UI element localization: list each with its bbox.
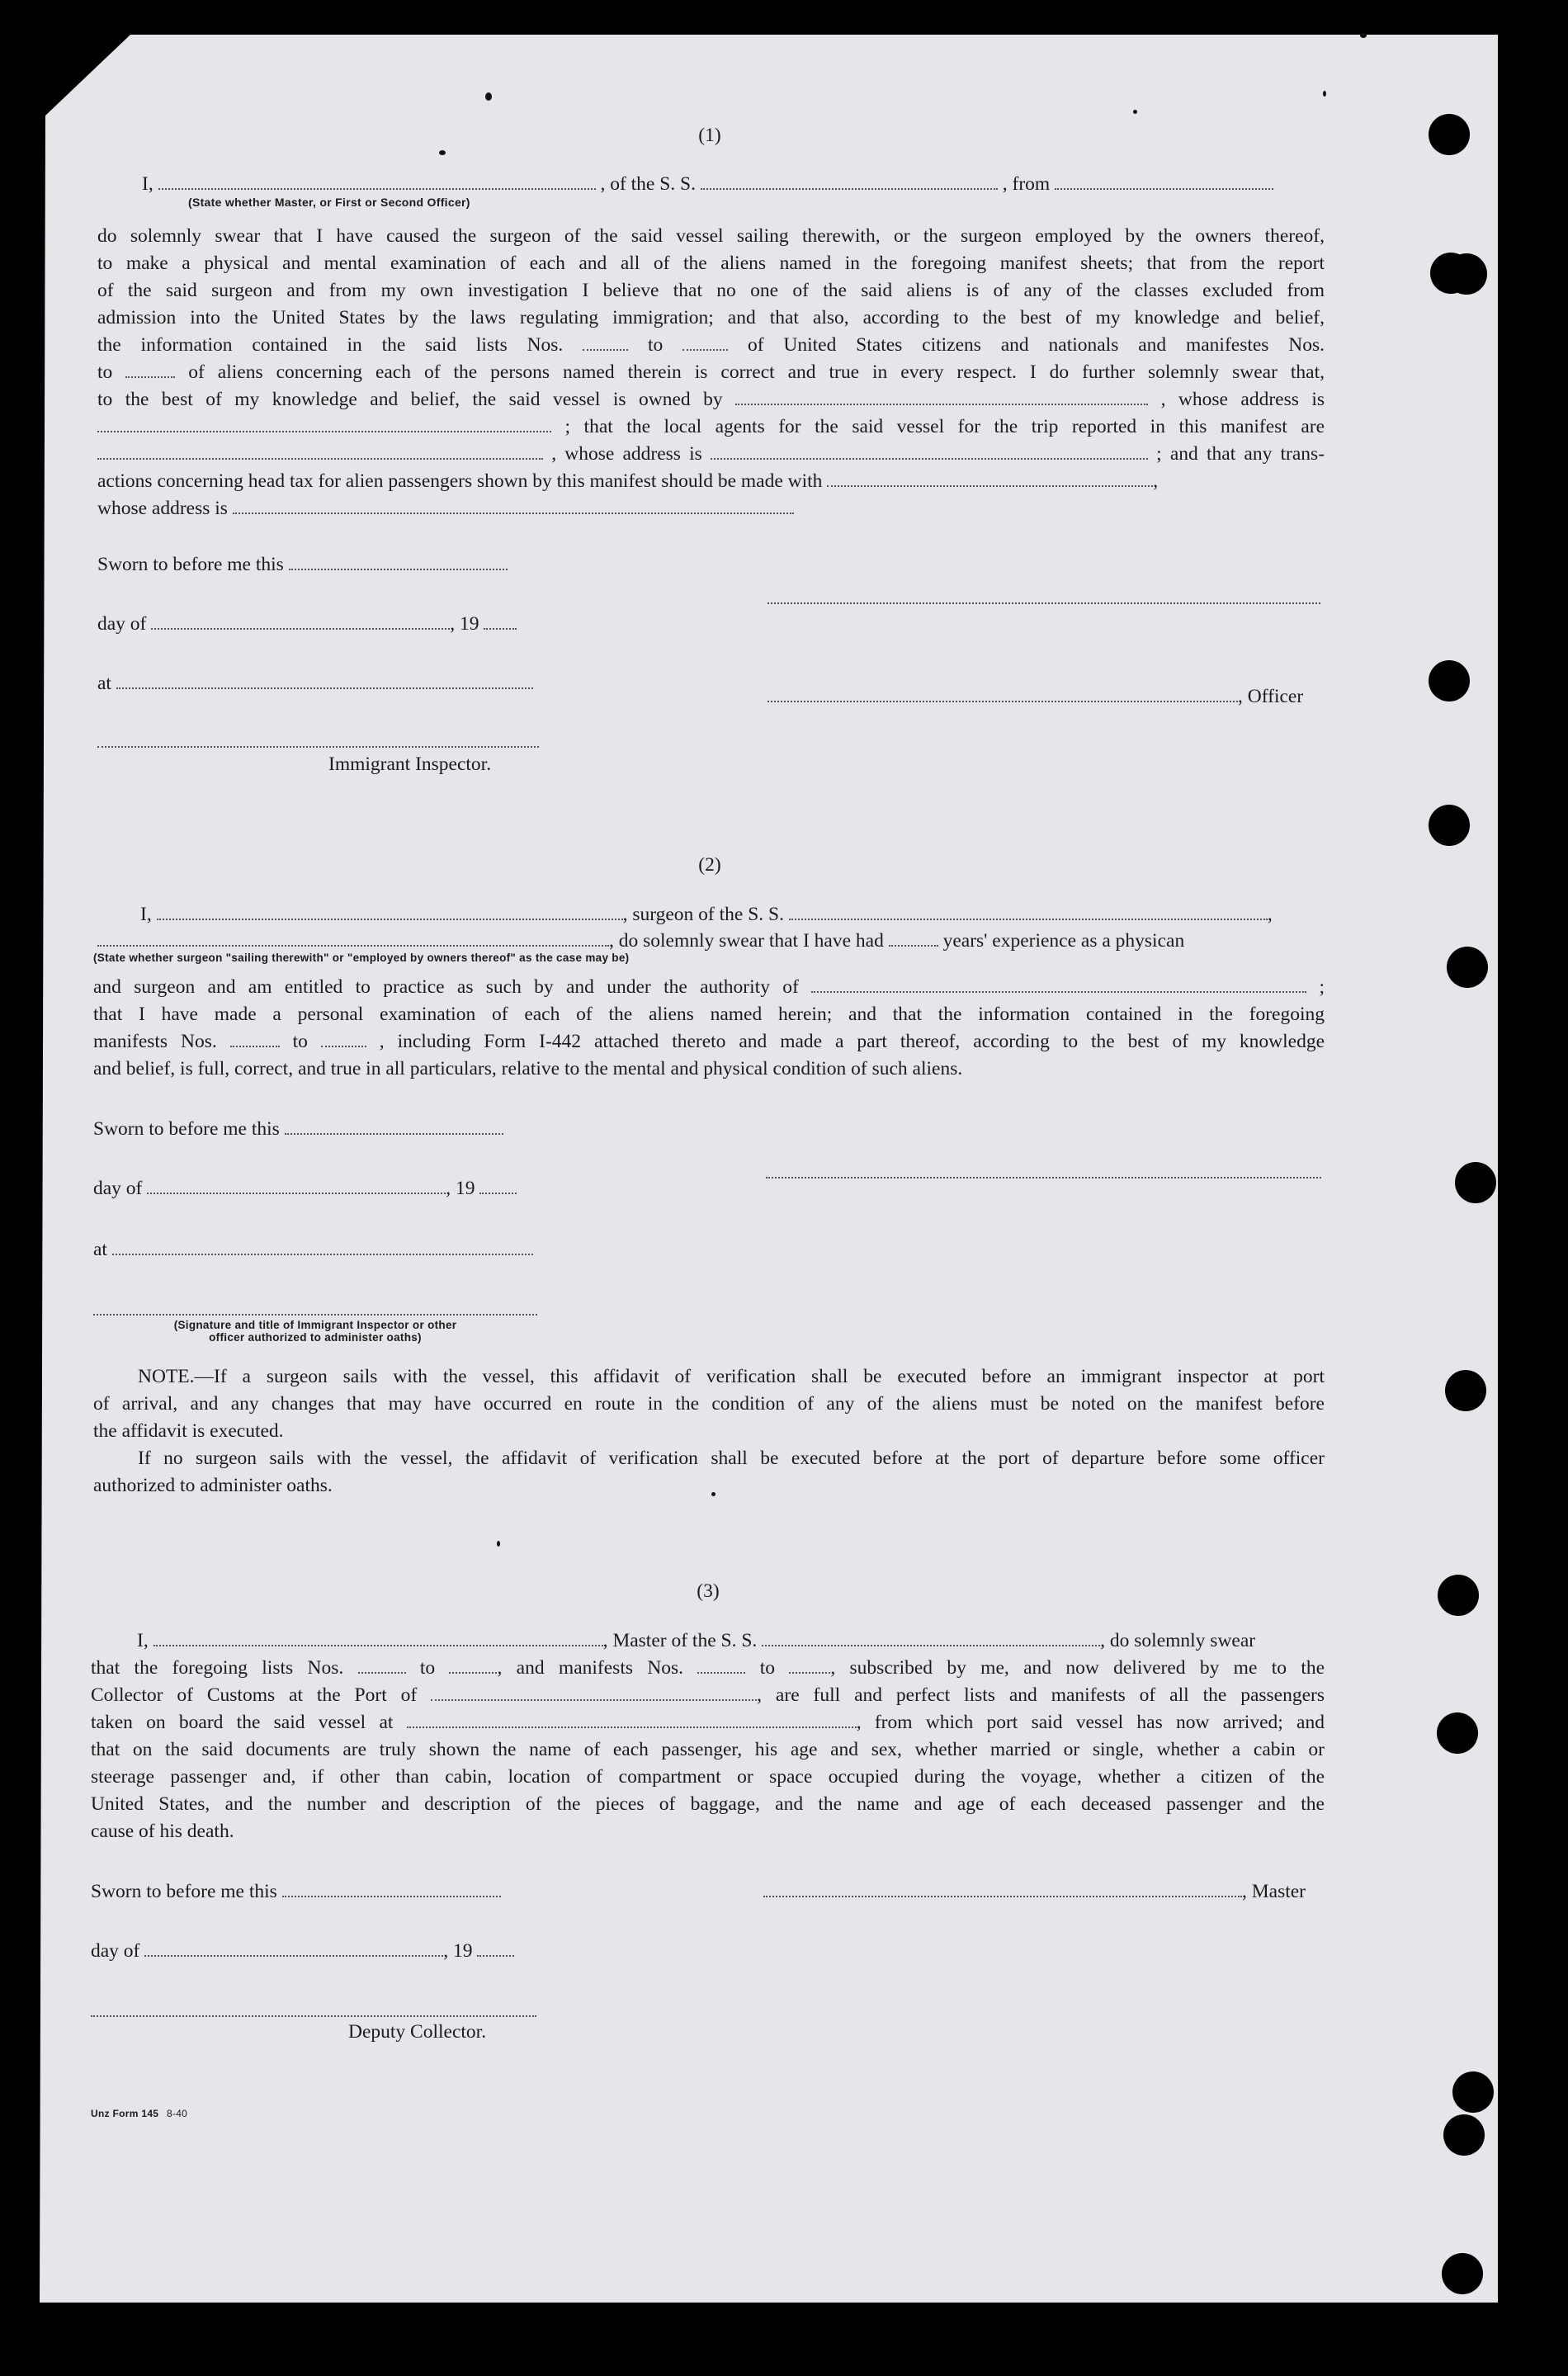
lists-line (97, 332, 1325, 359)
blank-name-rank (158, 188, 596, 190)
semicolon: ; (1319, 976, 1325, 998)
master-of-label: , Master of the S. S. (602, 1630, 758, 1651)
surgeon-type-caption: (State whether surgeon "sailing therewith" or "employed by owners thereof" as the case may be) (93, 952, 630, 964)
to-label: to (419, 1657, 436, 1679)
section-3-oath-text (91, 1627, 1325, 1845)
blank-manifest-from (230, 1046, 280, 1047)
form-revision-text: 8-40 (166, 2108, 188, 2119)
label-i: I, (142, 173, 153, 195)
label-i: I, (137, 1630, 149, 1651)
blank-day (151, 628, 450, 630)
entitled-text: and surgeon and am entitled to practice as such by and under the authority of (93, 976, 799, 998)
blank-from-port (1055, 188, 1273, 190)
immigrant-inspector-label: Immigrant Inspector. (328, 753, 492, 775)
surgeon-line: I, , surgeon of the S. S. , (140, 904, 1273, 925)
day-of-label: day of (93, 1178, 143, 1199)
surgeon-of-label: , surgeon of the S. S. (622, 904, 784, 925)
aliens-text: of aliens concerning each of the persons named therein is correct and true in every respect. I do further solemnly swear that, (188, 361, 1325, 383)
blank-sworn-date-2 (285, 1133, 503, 1135)
documents-line: United States, and the number and description of the pieces of baggage, and the name and age of each deceased passenger and the (91, 1793, 1325, 1815)
label-from: , from (1002, 173, 1051, 195)
note-line: If no surgeon sails with the vessel, the affidavit of verification shall be executed before at the port of departure before some officer (138, 1448, 1325, 1469)
officer-label: , Officer (1238, 686, 1304, 707)
punch-hole (1429, 805, 1470, 846)
scan-speck (485, 92, 492, 101)
head-tax-address-label: whose address is (97, 498, 228, 519)
year-label: , 19 (450, 613, 479, 635)
blank-master-name (153, 1645, 603, 1646)
sworn-label: Sworn to before me this (93, 1118, 280, 1140)
manifests-label: manifests Nos. (93, 1031, 217, 1052)
note-line: NOTE.—If a surgeon sails with the vessel, this affidavit of verification shall be executed before an immigrant inspector at port (138, 1366, 1325, 1387)
blank-port (431, 1699, 757, 1701)
experience-label: years' experience as a physican (942, 930, 1185, 952)
at-label: at (97, 673, 111, 694)
blank-signature-inspector (93, 1314, 537, 1316)
blank-agents-address (711, 458, 1148, 460)
taken-text: , from which port said vessel has now arrived; and (856, 1712, 1325, 1733)
oath-line: admission into the United States by the laws regulating immigration; and that also, according to the best of my knowledge and belief, (97, 307, 1325, 328)
deputy-collector-label: Deputy Collector. (348, 2021, 487, 2043)
blank-list-to (682, 349, 728, 351)
including-text: , including Form I-442 attached thereto and made a part thereof, according to the best of my knowledge (379, 1031, 1325, 1052)
day-of-line-3 (91, 1938, 514, 1965)
form-number (91, 2108, 187, 2119)
punch-hole (1446, 253, 1487, 295)
blank-authority (811, 991, 1306, 993)
blank-year (484, 628, 517, 630)
lists-line-3 (91, 1655, 1325, 1682)
owned-line (97, 386, 1325, 413)
blank-year-2 (479, 1193, 517, 1194)
lists-label: that the foregoing lists Nos. (91, 1657, 344, 1679)
punch-hole (1442, 2253, 1483, 2294)
blank-manifest-to (125, 376, 175, 378)
head-tax-address-line (97, 495, 1325, 522)
blank-list-from-3 (358, 1672, 406, 1674)
to-label: to (292, 1031, 308, 1052)
swear-label: , do solemnly swear (1100, 1630, 1256, 1651)
manifests-label: , and manifests Nos. (497, 1657, 684, 1679)
punch-hole (1437, 1712, 1478, 1754)
note-line-end: the affidavit is executed. (93, 1420, 284, 1442)
day-of-line (97, 611, 517, 638)
master-line (91, 1627, 1325, 1655)
punch-hole (1447, 947, 1488, 988)
blank-head-tax-contact (827, 485, 1153, 487)
blank-day-2 (147, 1193, 446, 1194)
at-line (97, 670, 533, 697)
punch-hole (1438, 1575, 1479, 1616)
scan-speck (1360, 33, 1367, 38)
blank-day-3 (144, 1955, 443, 1957)
section-1-officer-line (142, 171, 1330, 198)
blank-ship-name-3 (762, 1645, 1100, 1646)
sworn-label: Sworn to before me this (97, 554, 284, 575)
blank-list-to-3 (449, 1672, 497, 1674)
manifests-label: of United States citizens and nationals and manifestes Nos. (747, 334, 1325, 356)
blank-year-3 (477, 1955, 514, 1957)
blank-inspector-signature (97, 746, 539, 748)
sworn-line (97, 551, 508, 579)
personal-exam-line: that I have made a personal examination of each of the aliens named herein; and that the information contained in the foregoing (93, 1004, 1325, 1025)
section-1-heading: (1) (698, 125, 721, 146)
transactions-text: ; and that any trans- (1156, 443, 1325, 465)
owned-label: to the best of my knowledge and belief, the said vessel is owned by (97, 389, 723, 410)
collector-text: , are full and perfect lists and manifests of all the passengers (757, 1684, 1325, 1706)
at-line-2 (93, 1236, 533, 1264)
section-2-heading: (2) (698, 854, 721, 876)
master-label: , Master (1242, 1881, 1306, 1902)
punch-hole (1429, 660, 1470, 701)
sworn-line-2 (93, 1116, 503, 1143)
collector-line (91, 1682, 1325, 1709)
manifests-line (93, 1028, 1325, 1056)
scan-speck (1133, 110, 1137, 114)
note-line: of arrival, and any changes that may have occurred en route in the condition of any of the aliens must be noted on the manifest before (93, 1393, 1325, 1415)
blank-surgeon-type (97, 945, 609, 947)
scan-speck (1323, 91, 1326, 97)
swear-label: , do solemnly swear that I have had (609, 930, 884, 952)
blank-ship-name (701, 188, 998, 190)
blank-master-signature (763, 1896, 1242, 1897)
entitled-line (93, 974, 1325, 1001)
documents-line: steerage passenger and, if other than cabin, location of compartment or space occupied during the voyage, whether a citizen of the (91, 1766, 1325, 1788)
section-1-oath-text (97, 223, 1325, 522)
year-label: , 19 (443, 1940, 473, 1962)
to-label: to (759, 1657, 775, 1679)
signature-caption (93, 1319, 537, 1344)
officer-signature-line (767, 683, 1303, 711)
head-tax-text: actions concerning head tax for alien passengers shown by this manifest should be made with (97, 470, 823, 492)
punch-hole (1443, 2114, 1485, 2156)
owner-address-label: , whose address is (1160, 389, 1325, 410)
to-label: to (648, 334, 664, 356)
scan-speck (497, 1541, 500, 1547)
blank-at-place (116, 687, 533, 689)
blank-manifest-from-3 (697, 1672, 745, 1674)
punch-hole (1445, 1370, 1486, 1411)
master-signature-line (763, 1878, 1306, 1906)
blank-collector-signature (91, 2015, 536, 2017)
blank-at-place-2 (112, 1254, 533, 1255)
belief-line: and belief, is full, correct, and true in all particulars, relative to the mental and physical condition of such aliens. (93, 1058, 963, 1079)
punch-hole (1452, 2071, 1494, 2113)
blank-years (889, 945, 938, 947)
signature-caption-line-2: officer authorized to administer oaths) (209, 1331, 422, 1344)
blank-head-tax-address (233, 513, 794, 514)
agents-text: ; that the local agents for the said vessel for the trip reported in this manifest are (564, 416, 1325, 437)
sworn-line-3 (91, 1878, 501, 1906)
section-2-oath-text (93, 974, 1325, 1083)
oath-line: of the said surgeon and from my own investigation I believe that no one of the said aliens is of any of the classes excluded from (97, 280, 1325, 301)
to-label: to (97, 361, 113, 383)
day-of-label: day of (97, 613, 147, 635)
collector-label: Collector of Customs at the Port of (91, 1684, 418, 1706)
blank-departure-port (407, 1726, 857, 1728)
punch-hole (1429, 114, 1470, 155)
blank-officer-signature-2 (767, 701, 1238, 702)
lists-label: the information contained in the said lists Nos. (97, 334, 564, 356)
at-label: at (93, 1239, 107, 1260)
signature-caption-line-1: (Signature and title of Immigrant Inspector or other (173, 1319, 457, 1331)
blank-manifest-to-3 (789, 1672, 830, 1674)
blank-surgeon-signature (766, 1177, 1321, 1179)
scan-speck (439, 150, 446, 155)
blank-surgeon-name (157, 919, 623, 920)
day-of-line-2 (93, 1175, 517, 1202)
agents-address-line (97, 441, 1325, 468)
note-text (93, 1363, 1325, 1500)
note-line-end: authorized to administer oaths. (93, 1475, 333, 1496)
agents-line (97, 413, 1325, 441)
blank-ship-name-2 (789, 919, 1268, 920)
label-of-ss: , of the S. S. (600, 173, 697, 195)
taken-line (91, 1709, 1325, 1736)
documents-line-end: cause of his death. (91, 1821, 234, 1842)
day-of-label: day of (91, 1940, 140, 1962)
label-i: I, (140, 904, 152, 925)
sworn-label: Sworn to before me this (91, 1881, 277, 1902)
year-label: , 19 (446, 1178, 475, 1199)
blank-sworn-date-3 (282, 1896, 501, 1897)
section-3-heading: (3) (697, 1580, 720, 1602)
head-tax-line: actions concerning head tax for alien passengers shown by this manifest should be made with , (97, 470, 1159, 492)
form-number-text: Unz Form 145 (91, 2108, 159, 2119)
oath-line: do solemnly swear that I have caused the surgeon of the said vessel sailing therewith, or the surgeon employed by the owners thereof, (97, 225, 1325, 247)
blank-owner-address (97, 431, 551, 432)
subscribed-text: , subscribed by me, and now delivered by me to the (830, 1657, 1325, 1679)
blank-agents (97, 458, 543, 460)
blank-manifest-to-2 (321, 1046, 366, 1047)
agents-address-label: , whose address is (551, 443, 702, 465)
punch-hole (1455, 1162, 1496, 1203)
oath-line: to make a physical and mental examination of each and all of the aliens named in the foregoing manifest sheets; that from the report (97, 253, 1325, 274)
officer-rank-caption: (State whether Master, or First or Second Officer) (188, 196, 470, 209)
blank-owner (735, 404, 1148, 405)
blank-sworn-date (289, 569, 508, 570)
blank-list-from (583, 349, 628, 351)
blank-officer-signature-1 (767, 602, 1320, 604)
aliens-line (97, 359, 1325, 386)
taken-label: taken on board the said vessel at (91, 1712, 394, 1733)
documents-line: that on the said documents are truly shown the name of each passenger, his age and sex, whether married or single, whether a cabin or (91, 1739, 1325, 1760)
